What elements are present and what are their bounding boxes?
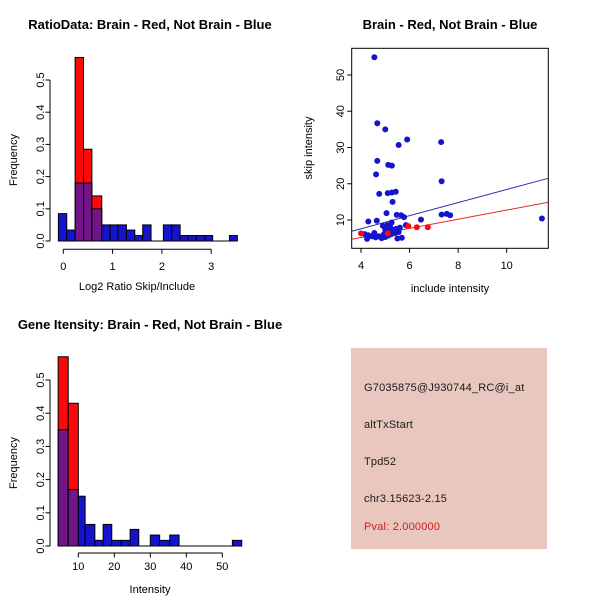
scatter-point-not_brain <box>376 191 382 197</box>
scatter-point-not_brain <box>439 178 445 184</box>
scatter-point-brain <box>414 224 420 230</box>
y-tick-label: 30 <box>335 141 347 154</box>
hist-bar-blue <box>58 214 66 241</box>
scatter-point-not_brain <box>374 120 380 126</box>
plot-title: Brain - Red, Not Brain - Blue <box>362 17 538 32</box>
y-tick-label: 0.1 <box>35 201 47 217</box>
hist-bar-blue <box>121 540 130 546</box>
x-tick-label: 1 <box>109 261 116 273</box>
hist-bar-blue <box>78 496 85 546</box>
scatter-point-not_brain <box>384 210 390 216</box>
hist-bar-blue <box>180 236 188 241</box>
scatter-point-not_brain <box>439 212 445 218</box>
locus-label: chr3.15623-2.15 <box>364 493 448 505</box>
x-tick-label: 4 <box>357 260 365 272</box>
y-axis-label: Frequency <box>8 437 20 489</box>
x-tick-label: 50 <box>216 561 229 573</box>
hist-bar-blue <box>143 225 151 241</box>
y-tick-label: 50 <box>335 68 347 82</box>
y-tick-label: 20 <box>335 177 347 190</box>
probe-id-label: G7035875@J930744_RC@i_at <box>364 382 525 394</box>
plot-title: RatioData: Brain - Red, Not Brain - Blue <box>28 17 272 32</box>
x-tick-label: 6 <box>406 260 413 272</box>
y-tick-label: 0.5 <box>35 372 47 388</box>
scatter-point-not_brain <box>373 171 379 177</box>
hist-bar-overlap <box>58 430 68 546</box>
hist-bar-blue <box>103 524 112 546</box>
hist-bar-blue <box>229 236 237 241</box>
scatter-point-not_brain <box>404 137 410 143</box>
scatter-point-not_brain <box>418 217 424 223</box>
ratio-histogram-panel <box>0 0 300 300</box>
hist-bar-blue <box>67 230 75 241</box>
hist-bar-blue <box>110 225 118 241</box>
scatter-point-brain <box>385 230 391 236</box>
hist-bar-blue <box>163 225 171 241</box>
scatter-point-not_brain <box>438 139 444 145</box>
gene-intensity-histogram-panel <box>0 300 300 600</box>
scatter-point-not_brain <box>447 212 453 218</box>
event-type-label: altTxStart <box>364 419 414 431</box>
y-tick-label: 0.4 <box>35 405 47 421</box>
hist-bar-overlap <box>75 183 83 241</box>
y-tick-label: 0.2 <box>35 471 47 488</box>
info-panel <box>351 348 547 549</box>
scatter-point-not_brain <box>390 199 396 205</box>
scatter-point-not_brain <box>371 230 377 236</box>
scatter-point-brain <box>358 230 364 236</box>
y-tick-label: 0.3 <box>35 136 47 153</box>
scatter-point-not_brain <box>389 163 395 169</box>
hist-bar-blue <box>170 535 179 546</box>
gene-name-label: Tpd52 <box>364 456 397 468</box>
hist-bar-blue <box>126 230 134 241</box>
scatter-point-not_brain <box>396 229 402 235</box>
plot-title: Gene Itensity: Brain - Red, Not Brain - Blue <box>17 317 283 332</box>
scatter-point-not_brain <box>374 158 380 164</box>
x-tick-label: 10 <box>500 260 513 272</box>
hist-bar-blue <box>160 540 170 546</box>
scatter-point-not_brain <box>365 218 371 224</box>
x-tick-label: 3 <box>208 261 215 273</box>
scatter-point-brain <box>425 224 431 230</box>
scatter-point-not_brain <box>401 214 407 220</box>
x-axis-label: Log2 Ratio Skip/Include <box>78 281 196 293</box>
scatter-point-not_brain <box>393 189 399 195</box>
scatter-point-not_brain <box>374 218 380 224</box>
y-axis-label: skip intensity <box>303 116 315 180</box>
scatter-point-not_brain <box>382 126 388 132</box>
hist-bar-blue <box>95 540 103 546</box>
hist-bar-blue <box>232 540 241 546</box>
y-tick-label: 0.4 <box>35 104 47 120</box>
hist-bar-blue <box>205 236 213 241</box>
y-tick-label: 10 <box>335 213 347 227</box>
scatter-point-not_brain <box>399 235 405 241</box>
intensity-scatter-panel <box>300 0 600 300</box>
y-tick-label: 0.2 <box>35 168 47 185</box>
hist-bar-blue <box>85 524 95 546</box>
hist-bar-blue <box>172 225 180 241</box>
y-tick-label: 0.0 <box>35 538 47 554</box>
x-tick-label: 20 <box>108 561 121 573</box>
hist-bar-blue <box>196 236 204 241</box>
scatter-point-not_brain <box>396 142 402 148</box>
hist-bar-blue <box>188 236 196 241</box>
y-tick-label: 40 <box>335 105 347 118</box>
x-tick-label: 40 <box>180 561 193 573</box>
scatter-point-not_brain <box>364 236 370 242</box>
scatter-point-not_brain <box>539 216 545 222</box>
hist-bar-blue <box>135 236 143 241</box>
scatter-point-brain <box>405 223 411 229</box>
hist-bar-blue <box>102 225 110 241</box>
hist-bar-blue <box>112 540 121 546</box>
x-tick-label: 0 <box>60 261 67 273</box>
hist-bar-blue <box>150 535 159 546</box>
scatter-point-not_brain <box>371 54 377 60</box>
x-axis-label: include intensity <box>410 283 490 295</box>
plot-box <box>352 48 549 248</box>
pval-label: Pval: 2.000000 <box>364 521 441 533</box>
y-tick-label: 0.3 <box>35 438 47 455</box>
hist-bar-overlap <box>68 490 78 546</box>
x-tick-label: 8 <box>455 260 462 272</box>
y-tick-label: 0.0 <box>35 233 47 249</box>
x-axis-label: Intensity <box>129 584 171 596</box>
hist-bar-overlap <box>92 209 102 241</box>
y-tick-label: 0.5 <box>35 72 47 88</box>
hist-bar-overlap <box>84 183 92 241</box>
y-axis-label: Frequency <box>8 134 20 186</box>
hist-bar-blue <box>130 529 139 546</box>
x-tick-label: 2 <box>158 261 165 273</box>
hist-bar-blue <box>118 225 126 241</box>
x-tick-label: 30 <box>144 561 157 573</box>
y-tick-label: 0.1 <box>35 505 47 521</box>
x-tick-label: 10 <box>72 561 85 573</box>
